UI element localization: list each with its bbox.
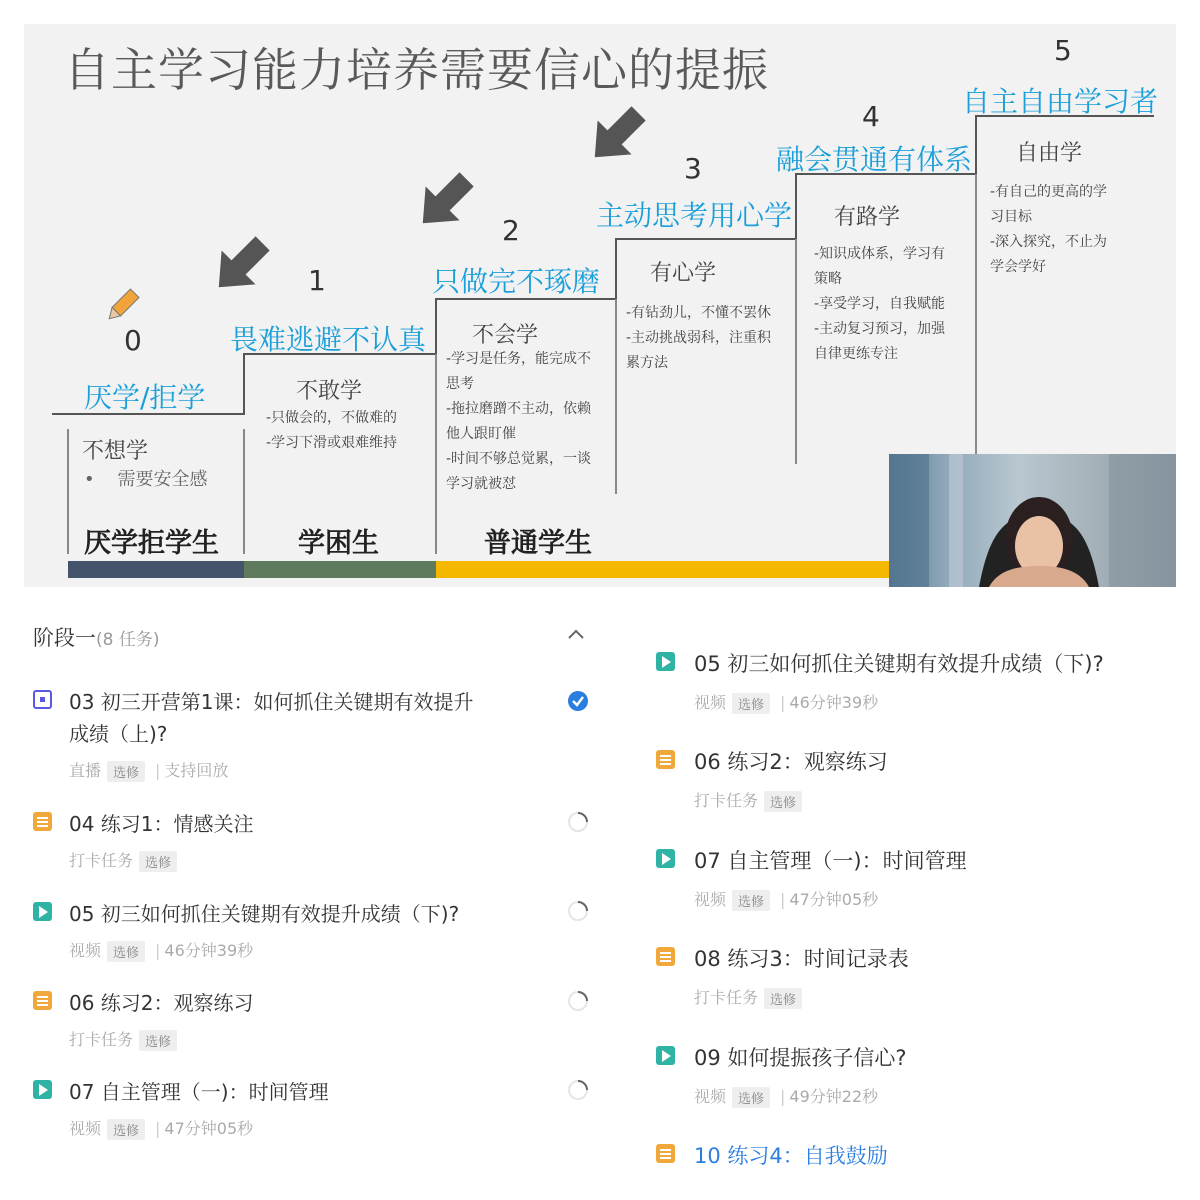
- arrow-down-right-icon: [208, 234, 272, 298]
- task-item-09[interactable]: [656, 1042, 1200, 1112]
- task-meta: 打卡任务 选修: [69, 1027, 183, 1051]
- task-meta: 视频 选修 | 47分钟05秒: [694, 890, 879, 910]
- video-icon: [656, 652, 675, 671]
- level-number: 1: [308, 264, 326, 297]
- task-title-current: 10 练习4：自我鼓励: [694, 1144, 888, 1168]
- level-description: • 需要安全感: [84, 469, 208, 490]
- level-number: 3: [684, 152, 702, 185]
- level-name: 融会贯通有体系: [776, 143, 973, 176]
- level-subtitle: 不会学: [472, 323, 539, 348]
- category-bar-segment: [68, 561, 244, 578]
- video-icon: [656, 849, 675, 868]
- level-name: 自主自由学习者: [962, 85, 1159, 118]
- level-subtitle: 有心学: [650, 261, 717, 286]
- arrow-down-right-icon: [584, 104, 648, 168]
- student-category: 普通学生: [484, 528, 592, 559]
- task-item-10[interactable]: [656, 1140, 1200, 1180]
- task-item-05[interactable]: [33, 898, 593, 968]
- level-subtitle: 自由学: [1016, 141, 1083, 166]
- task-title: 07 自主管理（一)：时间管理: [69, 1080, 329, 1104]
- lecture-slide: [24, 24, 1176, 587]
- elective-tag: 选修: [107, 1119, 145, 1140]
- slide-title: 自主学习能力培养需要信心的提振: [64, 43, 769, 97]
- checkin-task-icon: [656, 1144, 675, 1163]
- stage-title: 阶段一: [33, 626, 96, 650]
- task-item-04[interactable]: [33, 808, 593, 878]
- task-item-06[interactable]: [656, 746, 1200, 816]
- checkin-task-icon: [656, 947, 675, 966]
- task-title: 07 自主管理（一)：时间管理: [694, 849, 967, 873]
- task-item-07[interactable]: [656, 845, 1200, 915]
- level-subtitle: 不敢学: [296, 379, 363, 404]
- elective-tag: 选修: [139, 1030, 177, 1051]
- level-description: -只做会的，不做难的 -学习下滑或艰难维持: [266, 410, 398, 451]
- presenter-avatar: [889, 454, 1176, 587]
- loading-icon: [567, 1079, 589, 1101]
- check-circle-icon: [567, 690, 589, 712]
- task-item-03[interactable]: [33, 686, 593, 786]
- task-title: 03 初三开营第1课：如何抓住关键期有效提升: [69, 690, 474, 714]
- arrow-down-right-icon: [412, 170, 476, 234]
- checkin-task-icon: [33, 991, 52, 1010]
- student-category: 厌学拒学生: [84, 528, 219, 559]
- loading-icon: [567, 811, 589, 833]
- task-title: 06 练习2：观察练习: [694, 750, 888, 774]
- chevron-up-icon[interactable]: [567, 624, 585, 645]
- elective-tag: 选修: [732, 1087, 770, 1108]
- category-bar-segment: [436, 561, 896, 578]
- loading-icon: [567, 900, 589, 922]
- task-meta: 视频 选修 | 46分钟39秒: [694, 693, 879, 713]
- level-description: -知识成体系，学习有 策略 -享受学习，自我赋能 -主动复习预习，加强 自律更练专注: [814, 246, 946, 362]
- level-subtitle: 不想学: [82, 439, 149, 464]
- elective-tag: 选修: [732, 693, 770, 714]
- level-number: 0: [124, 324, 142, 357]
- task-title: 05 初三如何抓住关键期有效提升成绩（下)?: [694, 652, 1104, 676]
- level-description: -有钻劲儿，不懂不罢休 -主动挑战弱科，注重积 累方法: [626, 305, 772, 371]
- task-meta: 打卡任务 选修: [69, 848, 183, 872]
- level-number: 5: [1054, 34, 1072, 67]
- category-bar-segment: [244, 561, 436, 578]
- student-category: 学困生: [298, 528, 379, 559]
- checkin-task-icon: [656, 750, 675, 769]
- video-icon: [656, 1046, 675, 1065]
- level-number: 2: [502, 214, 520, 247]
- stage-header[interactable]: [33, 622, 159, 652]
- level-subtitle: 有路学: [834, 205, 901, 230]
- task-title: 08 练习3：时间记录表: [694, 947, 909, 971]
- task-meta: 视频 选修 | 46分钟39秒: [69, 941, 254, 961]
- task-meta: 直播 选修 | 支持回放: [69, 761, 229, 781]
- task-title: 05 初三如何抓住关键期有效提升成绩（下)?: [69, 902, 460, 926]
- level-name: 主动思考用心学: [596, 199, 793, 232]
- video-icon: [33, 902, 52, 921]
- checkin-task-icon: [33, 812, 52, 831]
- elective-tag: 选修: [764, 988, 802, 1009]
- task-meta: 打卡任务 选修: [694, 788, 808, 812]
- live-icon: [33, 690, 52, 709]
- task-title: 06 练习2：观察练习: [69, 991, 254, 1015]
- task-title-cont: 成绩（上)?: [69, 722, 168, 746]
- task-meta: 视频 选修 | 49分钟22秒: [694, 1087, 879, 1107]
- level-description: -有自己的更高的学 习目标 -深入探究，不止为 学会学好: [990, 184, 1108, 275]
- task-item-08[interactable]: [656, 943, 1200, 1013]
- video-icon: [33, 1080, 52, 1099]
- task-title: 04 练习1：情感关注: [69, 812, 254, 836]
- loading-icon: [567, 990, 589, 1012]
- pencil-icon: [102, 286, 142, 326]
- task-meta: 视频 选修 | 47分钟05秒: [69, 1119, 254, 1139]
- task-title: 09 如何提振孩子信心?: [694, 1046, 907, 1070]
- stage-task-count: (8 任务): [96, 630, 160, 650]
- elective-tag: 选修: [732, 890, 770, 911]
- level-number: 4: [862, 100, 880, 133]
- task-item-05[interactable]: [656, 648, 1200, 718]
- elective-tag: 选修: [764, 791, 802, 812]
- task-meta: 打卡任务 选修: [694, 985, 808, 1009]
- task-item-07[interactable]: [33, 1076, 593, 1146]
- level-description: -学习是任务，能完成不 思考 -拖拉磨蹭不主动，依赖 他人跟盯催 -时间不够总觉累，一谈 学习就被怼: [446, 351, 592, 492]
- level-name: 厌学/拒学: [84, 381, 206, 414]
- level-name: 只做完不琢磨: [432, 265, 601, 298]
- elective-tag: 选修: [107, 941, 145, 962]
- elective-tag: 选修: [139, 851, 177, 872]
- presenter-webcam: [889, 454, 1176, 587]
- elective-tag: 选修: [107, 761, 145, 782]
- task-item-06[interactable]: [33, 987, 593, 1057]
- level-name: 畏难逃避不认真: [230, 323, 427, 356]
